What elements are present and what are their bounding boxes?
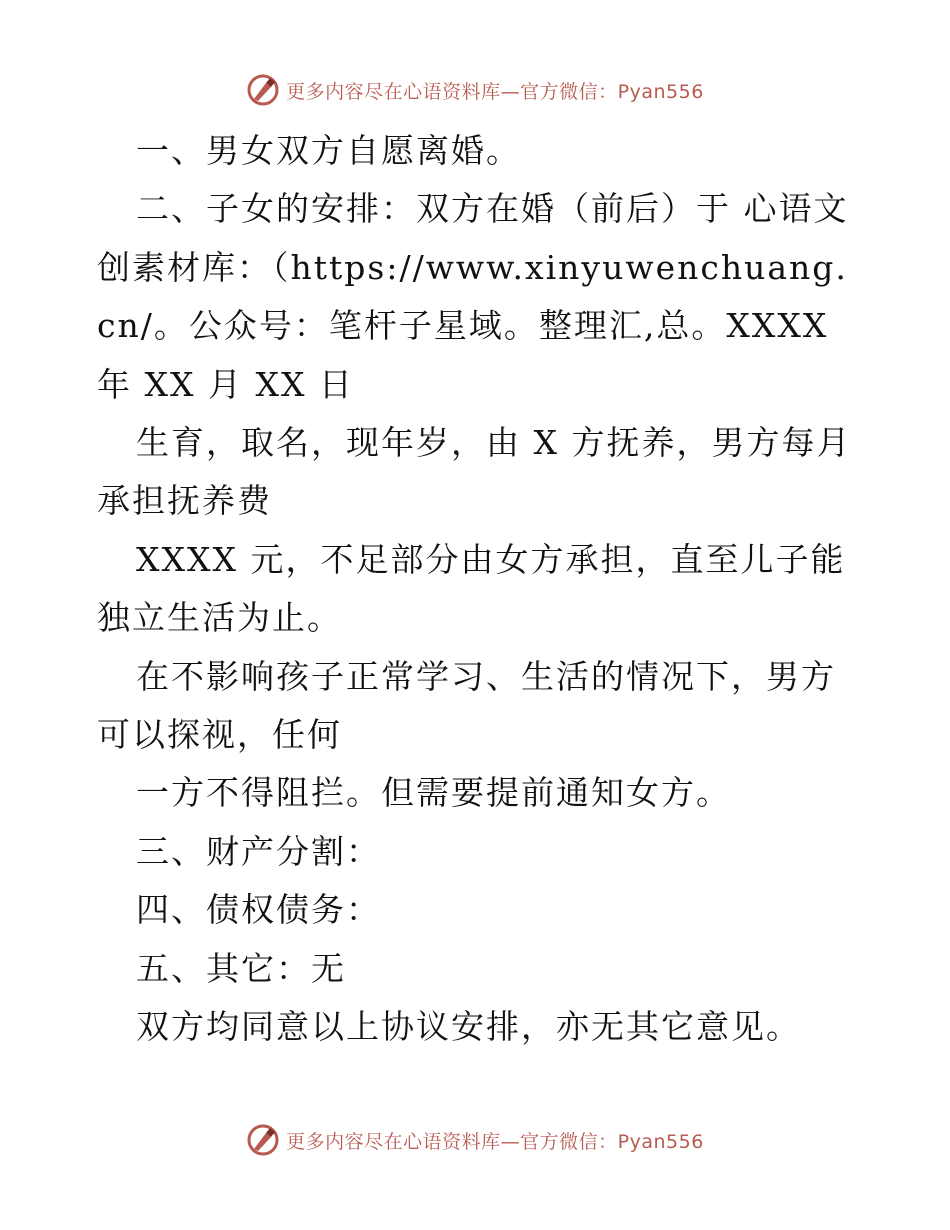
paragraph-7: 三、财产分割： <box>136 831 381 871</box>
pen-logo-icon <box>246 73 280 107</box>
footer-watermark-banner <box>0 1120 950 1160</box>
paragraph-1: 一、男女双方自愿离婚。 <box>136 131 521 170</box>
document-body <box>97 122 857 1057</box>
paragraph-6: 一方不得阻拦。但需要提前通知女方。 <box>136 773 731 813</box>
pen-logo-icon <box>246 1123 280 1157</box>
watermark-text: 更多内容尽在心语资料库—官方微信：Pyan556 <box>286 80 704 103</box>
watermark-text: 更多内容尽在心语资料库—官方微信：Pyan556 <box>286 1130 704 1153</box>
paragraph-4: XXXX 元，不足部分由女方承担，直至儿子能独立生活为止。 <box>97 539 846 638</box>
paragraph-3: 生育，取名，现年岁，由 X 方抚养，男方每月承担抚养费 <box>97 423 852 521</box>
header-watermark-banner <box>0 70 950 110</box>
paragraph-2: 二、子女的安排：双方在婚（前后）于 心语文创素材库：（https://www.xinyuwenchuang.cn/。公众号：笔杆子星域。整理汇,总。XXXX 年 XX 月 XX 日 <box>97 189 849 404</box>
paragraph-10: 双方均同意以上协议安排，亦无其它意见。 <box>136 1007 801 1047</box>
paragraph-8: 四、债权债务： <box>136 890 381 930</box>
paragraph-9: 五、其它：无 <box>136 948 346 988</box>
paragraph-5: 在不影响孩子正常学习、生活的情况下，男方可以探视，任何 <box>97 656 836 755</box>
